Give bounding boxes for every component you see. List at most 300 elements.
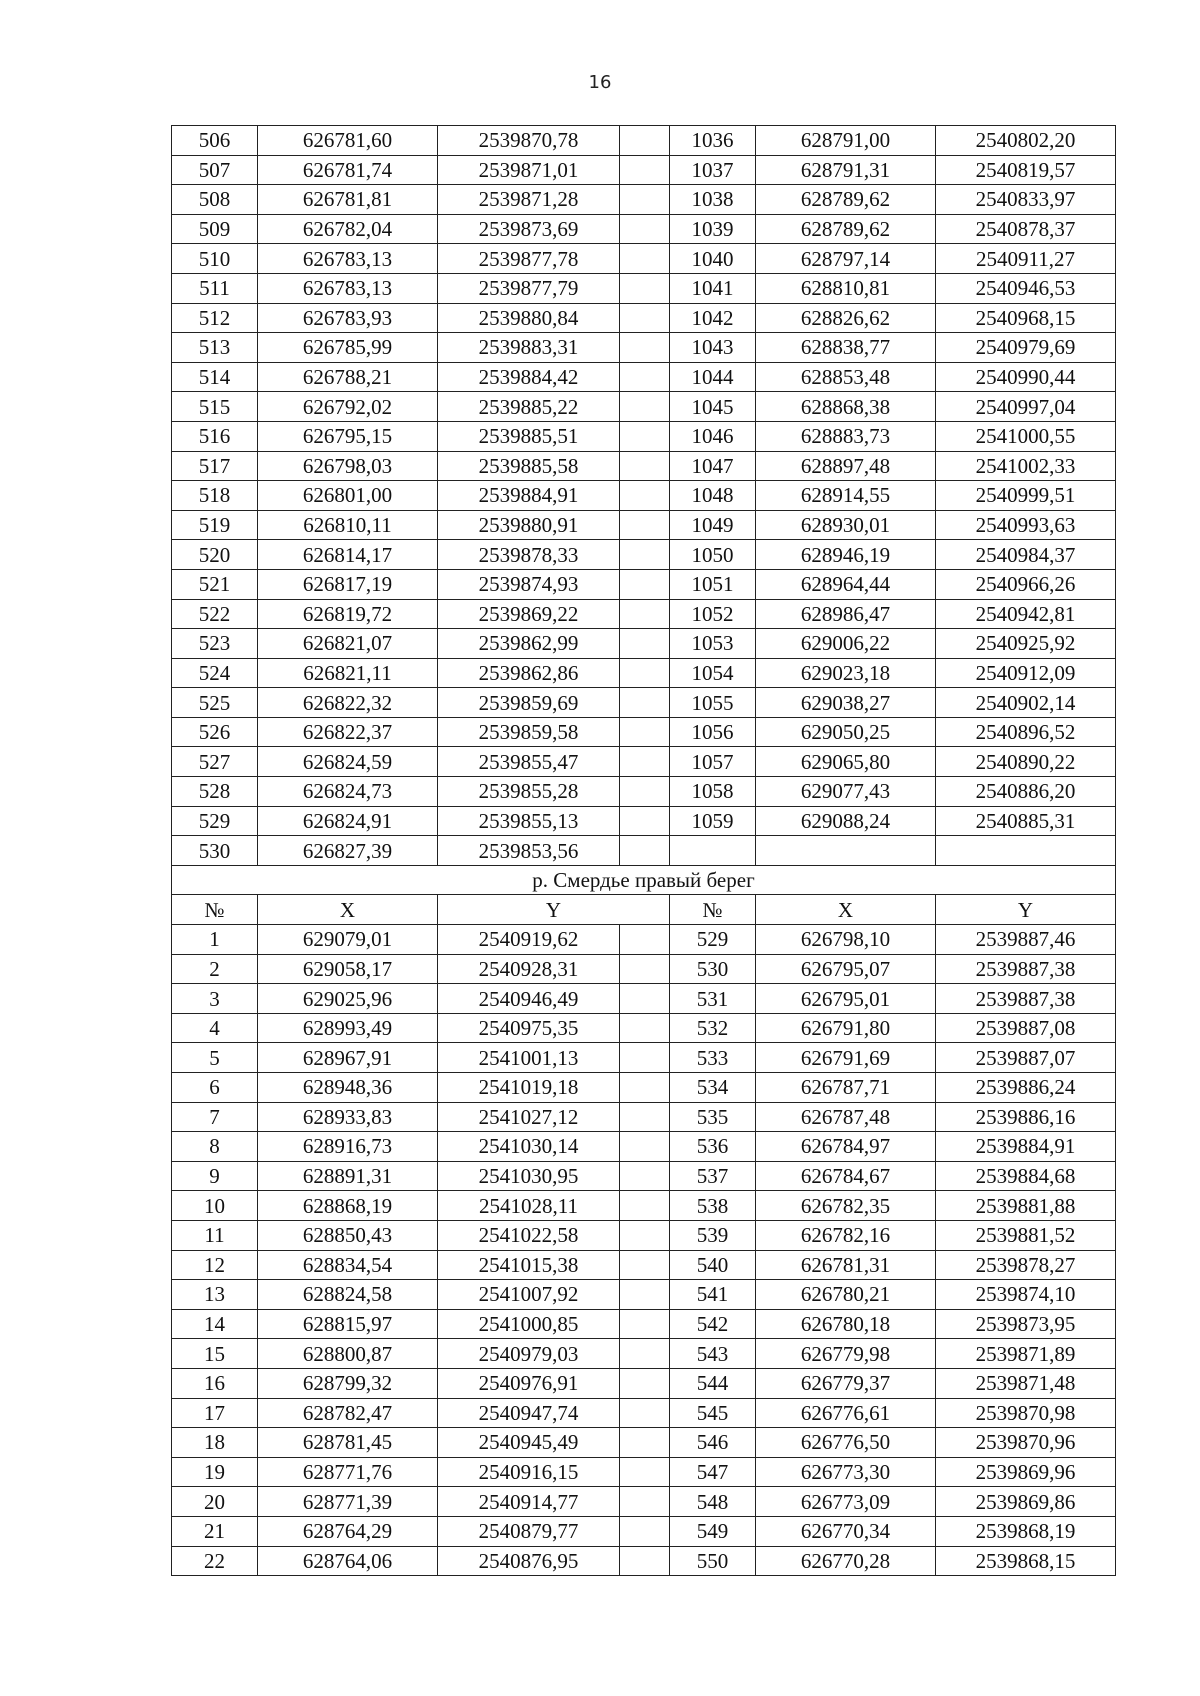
table-row bbox=[172, 303, 1116, 333]
point-number-right: 549 bbox=[670, 1516, 756, 1546]
y-right: 2539887,38 bbox=[936, 954, 1116, 984]
table-row bbox=[172, 599, 1116, 629]
x-left: 628916,73 bbox=[258, 1132, 438, 1162]
spacer-cell bbox=[620, 806, 670, 836]
spacer-cell bbox=[620, 1546, 670, 1576]
spacer-cell bbox=[620, 1398, 670, 1428]
y-right: 2539878,27 bbox=[936, 1250, 1116, 1280]
point-number-right: 550 bbox=[670, 1546, 756, 1576]
spacer-cell bbox=[620, 1368, 670, 1398]
point-number-left: 510 bbox=[172, 244, 258, 274]
y-left: 2541001,13 bbox=[438, 1043, 620, 1073]
point-number-right: 541 bbox=[670, 1280, 756, 1310]
y-right: 2540886,20 bbox=[936, 777, 1116, 807]
x-left: 629025,96 bbox=[258, 984, 438, 1014]
y-left: 2539862,86 bbox=[438, 658, 620, 688]
page-number: 16 bbox=[588, 72, 612, 93]
y-right: 2539870,98 bbox=[936, 1398, 1116, 1428]
point-number-left: 528 bbox=[172, 777, 258, 807]
x-left: 626822,32 bbox=[258, 688, 438, 718]
spacer-cell bbox=[620, 1487, 670, 1517]
x-right: 626770,28 bbox=[756, 1546, 936, 1576]
x-left: 628799,32 bbox=[258, 1368, 438, 1398]
y-right: 2539881,52 bbox=[936, 1220, 1116, 1250]
x-right: 629038,27 bbox=[756, 688, 936, 718]
spacer-cell bbox=[620, 925, 670, 955]
x-right: 626773,09 bbox=[756, 1487, 936, 1517]
x-left: 628782,47 bbox=[258, 1398, 438, 1428]
point-number-left: 511 bbox=[172, 273, 258, 303]
table-row bbox=[172, 214, 1116, 244]
point-number-right: 1036 bbox=[670, 126, 756, 156]
spacer-cell bbox=[620, 658, 670, 688]
x-left: 629079,01 bbox=[258, 925, 438, 955]
x-left: 626814,17 bbox=[258, 540, 438, 570]
point-number-left: 1 bbox=[172, 925, 258, 955]
y-left: 2541030,95 bbox=[438, 1161, 620, 1191]
point-number-left: 14 bbox=[172, 1309, 258, 1339]
y-left: 2540945,49 bbox=[438, 1428, 620, 1458]
y-left: 2540979,03 bbox=[438, 1339, 620, 1369]
y-right: 2539874,10 bbox=[936, 1280, 1116, 1310]
y-left: 2540919,62 bbox=[438, 925, 620, 955]
x-right: 626787,48 bbox=[756, 1102, 936, 1132]
point-number-right: 1054 bbox=[670, 658, 756, 688]
point-number-left: 526 bbox=[172, 717, 258, 747]
point-number-right: 1053 bbox=[670, 629, 756, 659]
spacer-cell bbox=[620, 1339, 670, 1369]
x-left: 628824,58 bbox=[258, 1280, 438, 1310]
header-x-left: X bbox=[258, 895, 438, 925]
x-left: 628933,83 bbox=[258, 1102, 438, 1132]
table-row bbox=[172, 1043, 1116, 1073]
y-right: 2540993,63 bbox=[936, 510, 1116, 540]
point-number-right: 1052 bbox=[670, 599, 756, 629]
point-number-right: 1057 bbox=[670, 747, 756, 777]
y-left: 2539884,91 bbox=[438, 481, 620, 511]
spacer-cell bbox=[620, 1309, 670, 1339]
spacer-cell bbox=[620, 1280, 670, 1310]
x-left: 626824,59 bbox=[258, 747, 438, 777]
spacer-cell bbox=[620, 451, 670, 481]
table-row bbox=[172, 984, 1116, 1014]
point-number-right: 542 bbox=[670, 1309, 756, 1339]
spacer-cell bbox=[620, 1102, 670, 1132]
x-right: 628853,48 bbox=[756, 362, 936, 392]
y-left: 2539878,33 bbox=[438, 540, 620, 570]
spacer-cell bbox=[620, 510, 670, 540]
x-right: 626779,98 bbox=[756, 1339, 936, 1369]
point-number-right: 539 bbox=[670, 1220, 756, 1250]
table-body-top bbox=[172, 126, 1116, 866]
x-left: 626801,00 bbox=[258, 481, 438, 511]
point-number-left: 20 bbox=[172, 1487, 258, 1517]
y-right: 2539884,68 bbox=[936, 1161, 1116, 1191]
y-right: 2540885,31 bbox=[936, 806, 1116, 836]
y-right: 2539871,48 bbox=[936, 1368, 1116, 1398]
y-right: 2540912,09 bbox=[936, 658, 1116, 688]
point-number-left: 523 bbox=[172, 629, 258, 659]
y-right: 2539887,38 bbox=[936, 984, 1116, 1014]
spacer-cell bbox=[620, 1013, 670, 1043]
x-right: 628897,48 bbox=[756, 451, 936, 481]
point-number-left: 19 bbox=[172, 1457, 258, 1487]
y-left: 2541000,85 bbox=[438, 1309, 620, 1339]
point-number-left: 9 bbox=[172, 1161, 258, 1191]
table-row bbox=[172, 1250, 1116, 1280]
x-left: 626783,13 bbox=[258, 273, 438, 303]
point-number-left: 17 bbox=[172, 1398, 258, 1428]
point-number-left: 516 bbox=[172, 421, 258, 451]
table-row bbox=[172, 451, 1116, 481]
y-left: 2540976,91 bbox=[438, 1368, 620, 1398]
point-number-right: 1047 bbox=[670, 451, 756, 481]
point-number-left: 2 bbox=[172, 954, 258, 984]
point-number-right: 540 bbox=[670, 1250, 756, 1280]
point-number-left: 530 bbox=[172, 836, 258, 866]
table-row bbox=[172, 777, 1116, 807]
point-number-left: 22 bbox=[172, 1546, 258, 1576]
point-number-right: 1042 bbox=[670, 303, 756, 333]
x-right: 628930,01 bbox=[756, 510, 936, 540]
table-row bbox=[172, 836, 1116, 866]
table-row bbox=[172, 126, 1116, 156]
y-left: 2539880,91 bbox=[438, 510, 620, 540]
y-left: 2539877,78 bbox=[438, 244, 620, 274]
spacer-cell bbox=[620, 1132, 670, 1162]
y-left: 2539870,78 bbox=[438, 126, 620, 156]
y-right: 2540999,51 bbox=[936, 481, 1116, 511]
spacer-cell bbox=[620, 362, 670, 392]
point-number-left: 10 bbox=[172, 1191, 258, 1221]
x-left: 628834,54 bbox=[258, 1250, 438, 1280]
table-row bbox=[172, 362, 1116, 392]
x-right: 626798,10 bbox=[756, 925, 936, 955]
y-left: 2539855,47 bbox=[438, 747, 620, 777]
x-left: 626824,73 bbox=[258, 777, 438, 807]
table-row bbox=[172, 1339, 1116, 1369]
point-number-right: 1043 bbox=[670, 333, 756, 363]
x-left: 626781,60 bbox=[258, 126, 438, 156]
y-right: 2539869,96 bbox=[936, 1457, 1116, 1487]
y-left: 2539874,93 bbox=[438, 569, 620, 599]
table-row bbox=[172, 1309, 1116, 1339]
spacer-cell bbox=[620, 836, 670, 866]
table-row bbox=[172, 1398, 1116, 1428]
y-right: 2539886,24 bbox=[936, 1073, 1116, 1103]
x-left: 628815,97 bbox=[258, 1309, 438, 1339]
section-title-row-group bbox=[172, 865, 1116, 924]
y-left: 2540946,49 bbox=[438, 984, 620, 1014]
x-left: 628948,36 bbox=[258, 1073, 438, 1103]
point-number-right: 529 bbox=[670, 925, 756, 955]
spacer-cell bbox=[620, 599, 670, 629]
table-row bbox=[172, 185, 1116, 215]
point-number-left: 16 bbox=[172, 1368, 258, 1398]
x-right: 628789,62 bbox=[756, 185, 936, 215]
table-row bbox=[172, 806, 1116, 836]
y-right: 2539887,07 bbox=[936, 1043, 1116, 1073]
table-row bbox=[172, 954, 1116, 984]
y-right: 2540966,26 bbox=[936, 569, 1116, 599]
y-left: 2539859,69 bbox=[438, 688, 620, 718]
y-right bbox=[936, 836, 1116, 866]
table-row bbox=[172, 688, 1116, 718]
header-y-right: Y bbox=[936, 895, 1116, 925]
x-right: 628914,55 bbox=[756, 481, 936, 511]
x-right: 626791,69 bbox=[756, 1043, 936, 1073]
x-right: 628964,44 bbox=[756, 569, 936, 599]
point-number-right: 1048 bbox=[670, 481, 756, 511]
table-row bbox=[172, 1457, 1116, 1487]
y-right: 2539873,95 bbox=[936, 1309, 1116, 1339]
point-number-left: 521 bbox=[172, 569, 258, 599]
point-number-left: 529 bbox=[172, 806, 258, 836]
table-row bbox=[172, 658, 1116, 688]
point-number-left: 12 bbox=[172, 1250, 258, 1280]
point-number-right: 1051 bbox=[670, 569, 756, 599]
y-right: 2540997,04 bbox=[936, 392, 1116, 422]
table-row bbox=[172, 392, 1116, 422]
table-body-bottom bbox=[172, 925, 1116, 1576]
point-number-right: 530 bbox=[670, 954, 756, 984]
spacer-cell bbox=[620, 421, 670, 451]
x-left: 626798,03 bbox=[258, 451, 438, 481]
table-row bbox=[172, 510, 1116, 540]
y-right: 2539871,89 bbox=[936, 1339, 1116, 1369]
x-right: 626791,80 bbox=[756, 1013, 936, 1043]
y-right: 2540946,53 bbox=[936, 273, 1116, 303]
x-left: 628850,43 bbox=[258, 1220, 438, 1250]
x-left: 626781,74 bbox=[258, 155, 438, 185]
x-left: 628993,49 bbox=[258, 1013, 438, 1043]
x-left: 629058,17 bbox=[258, 954, 438, 984]
x-right: 626795,01 bbox=[756, 984, 936, 1014]
x-right: 626776,61 bbox=[756, 1398, 936, 1428]
x-right: 626787,71 bbox=[756, 1073, 936, 1103]
x-right: 628797,14 bbox=[756, 244, 936, 274]
point-number-right: 1037 bbox=[670, 155, 756, 185]
spacer-cell bbox=[620, 629, 670, 659]
point-number-right: 545 bbox=[670, 1398, 756, 1428]
table-row bbox=[172, 1132, 1116, 1162]
point-number-left: 512 bbox=[172, 303, 258, 333]
x-right: 626779,37 bbox=[756, 1368, 936, 1398]
x-left: 628764,06 bbox=[258, 1546, 438, 1576]
x-right: 629050,25 bbox=[756, 717, 936, 747]
header-x-right: X bbox=[756, 895, 936, 925]
spacer-cell bbox=[620, 333, 670, 363]
table-row bbox=[172, 1220, 1116, 1250]
y-right: 2540925,92 bbox=[936, 629, 1116, 659]
spacer-cell bbox=[620, 1457, 670, 1487]
spacer-cell bbox=[620, 185, 670, 215]
y-right: 2540896,52 bbox=[936, 717, 1116, 747]
point-number-left: 15 bbox=[172, 1339, 258, 1369]
y-right: 2540802,20 bbox=[936, 126, 1116, 156]
x-right: 626773,30 bbox=[756, 1457, 936, 1487]
x-left: 626788,21 bbox=[258, 362, 438, 392]
y-left: 2541007,92 bbox=[438, 1280, 620, 1310]
table-row bbox=[172, 481, 1116, 511]
y-left: 2539880,84 bbox=[438, 303, 620, 333]
y-right: 2539868,19 bbox=[936, 1516, 1116, 1546]
point-number-left: 517 bbox=[172, 451, 258, 481]
y-right: 2540902,14 bbox=[936, 688, 1116, 718]
y-left: 2541022,58 bbox=[438, 1220, 620, 1250]
x-left: 626822,37 bbox=[258, 717, 438, 747]
point-number-right: 1049 bbox=[670, 510, 756, 540]
table-row bbox=[172, 1102, 1116, 1132]
point-number-right: 531 bbox=[670, 984, 756, 1014]
y-left: 2539869,22 bbox=[438, 599, 620, 629]
y-right: 2540878,37 bbox=[936, 214, 1116, 244]
y-right: 2541000,55 bbox=[936, 421, 1116, 451]
x-right bbox=[756, 836, 936, 866]
point-number-left: 508 bbox=[172, 185, 258, 215]
y-left: 2539884,42 bbox=[438, 362, 620, 392]
y-left: 2539855,13 bbox=[438, 806, 620, 836]
y-right: 2539887,08 bbox=[936, 1013, 1116, 1043]
table-row bbox=[172, 1516, 1116, 1546]
point-number-right: 546 bbox=[670, 1428, 756, 1458]
coordinates-table bbox=[171, 125, 1116, 1576]
y-left: 2539885,22 bbox=[438, 392, 620, 422]
x-left: 626821,11 bbox=[258, 658, 438, 688]
point-number-right: 533 bbox=[670, 1043, 756, 1073]
point-number-left: 525 bbox=[172, 688, 258, 718]
x-right: 626782,35 bbox=[756, 1191, 936, 1221]
table-row bbox=[172, 717, 1116, 747]
table-row bbox=[172, 540, 1116, 570]
table-row bbox=[172, 1013, 1116, 1043]
y-left: 2539873,69 bbox=[438, 214, 620, 244]
point-number-right bbox=[670, 836, 756, 866]
y-left: 2541027,12 bbox=[438, 1102, 620, 1132]
x-right: 626795,07 bbox=[756, 954, 936, 984]
x-left: 628800,87 bbox=[258, 1339, 438, 1369]
x-left: 626817,19 bbox=[258, 569, 438, 599]
table-row bbox=[172, 1161, 1116, 1191]
y-right: 2539881,88 bbox=[936, 1191, 1116, 1221]
y-right: 2541002,33 bbox=[936, 451, 1116, 481]
point-number-left: 519 bbox=[172, 510, 258, 540]
x-right: 628791,00 bbox=[756, 126, 936, 156]
x-left: 626824,91 bbox=[258, 806, 438, 836]
spacer-cell bbox=[620, 540, 670, 570]
x-right: 628810,81 bbox=[756, 273, 936, 303]
x-left: 626795,15 bbox=[258, 421, 438, 451]
y-left: 2541028,11 bbox=[438, 1191, 620, 1221]
table-row bbox=[172, 1368, 1116, 1398]
point-number-left: 4 bbox=[172, 1013, 258, 1043]
y-left: 2540975,35 bbox=[438, 1013, 620, 1043]
header-num-right: № bbox=[670, 895, 756, 925]
point-number-left: 6 bbox=[172, 1073, 258, 1103]
point-number-left: 5 bbox=[172, 1043, 258, 1073]
point-number-right: 1040 bbox=[670, 244, 756, 274]
y-left: 2541019,18 bbox=[438, 1073, 620, 1103]
spacer-cell bbox=[620, 155, 670, 185]
y-left: 2540916,15 bbox=[438, 1457, 620, 1487]
y-right: 2540984,37 bbox=[936, 540, 1116, 570]
spacer-cell bbox=[620, 717, 670, 747]
section-title: р. Смердье правый берег bbox=[172, 865, 1116, 895]
x-right: 626781,31 bbox=[756, 1250, 936, 1280]
header-num-left: № bbox=[172, 895, 258, 925]
point-number-right: 532 bbox=[670, 1013, 756, 1043]
y-left: 2539885,58 bbox=[438, 451, 620, 481]
x-right: 628838,77 bbox=[756, 333, 936, 363]
spacer-cell bbox=[620, 1428, 670, 1458]
y-right: 2540990,44 bbox=[936, 362, 1116, 392]
point-number-left: 514 bbox=[172, 362, 258, 392]
point-number-left: 21 bbox=[172, 1516, 258, 1546]
spacer-cell bbox=[620, 1516, 670, 1546]
y-right: 2539869,86 bbox=[936, 1487, 1116, 1517]
x-right: 628789,62 bbox=[756, 214, 936, 244]
spacer-cell bbox=[620, 303, 670, 333]
x-left: 628764,29 bbox=[258, 1516, 438, 1546]
y-right: 2540979,69 bbox=[936, 333, 1116, 363]
spacer-cell bbox=[620, 244, 670, 274]
point-number-left: 513 bbox=[172, 333, 258, 363]
point-number-left: 506 bbox=[172, 126, 258, 156]
x-right: 629065,80 bbox=[756, 747, 936, 777]
table-row bbox=[172, 273, 1116, 303]
x-right: 629077,43 bbox=[756, 777, 936, 807]
spacer-cell bbox=[620, 954, 670, 984]
x-left: 626781,81 bbox=[258, 185, 438, 215]
header-row bbox=[172, 895, 1116, 925]
y-right: 2540942,81 bbox=[936, 599, 1116, 629]
y-right: 2539886,16 bbox=[936, 1102, 1116, 1132]
point-number-right: 1059 bbox=[670, 806, 756, 836]
point-number-left: 507 bbox=[172, 155, 258, 185]
point-number-right: 535 bbox=[670, 1102, 756, 1132]
point-number-right: 538 bbox=[670, 1191, 756, 1221]
point-number-left: 527 bbox=[172, 747, 258, 777]
x-right: 626782,16 bbox=[756, 1220, 936, 1250]
point-number-right: 534 bbox=[670, 1073, 756, 1103]
point-number-right: 537 bbox=[670, 1161, 756, 1191]
point-number-left: 509 bbox=[172, 214, 258, 244]
x-right: 626780,21 bbox=[756, 1280, 936, 1310]
spacer-cell bbox=[620, 1073, 670, 1103]
table-row bbox=[172, 1428, 1116, 1458]
y-left: 2539862,99 bbox=[438, 629, 620, 659]
point-number-right: 1056 bbox=[670, 717, 756, 747]
x-left: 628771,76 bbox=[258, 1457, 438, 1487]
spacer-cell bbox=[620, 273, 670, 303]
point-number-right: 1055 bbox=[670, 688, 756, 718]
table-row bbox=[172, 244, 1116, 274]
table-row bbox=[172, 421, 1116, 451]
spacer-cell bbox=[620, 1191, 670, 1221]
y-right: 2539884,91 bbox=[936, 1132, 1116, 1162]
header-y-left: Y bbox=[438, 895, 670, 925]
x-left: 628781,45 bbox=[258, 1428, 438, 1458]
table-row bbox=[172, 1280, 1116, 1310]
spacer-cell bbox=[620, 214, 670, 244]
y-left: 2540876,95 bbox=[438, 1546, 620, 1576]
table-row bbox=[172, 925, 1116, 955]
x-right: 628868,38 bbox=[756, 392, 936, 422]
point-number-right: 547 bbox=[670, 1457, 756, 1487]
point-number-left: 522 bbox=[172, 599, 258, 629]
spacer-cell bbox=[620, 1220, 670, 1250]
x-right: 626780,18 bbox=[756, 1309, 936, 1339]
